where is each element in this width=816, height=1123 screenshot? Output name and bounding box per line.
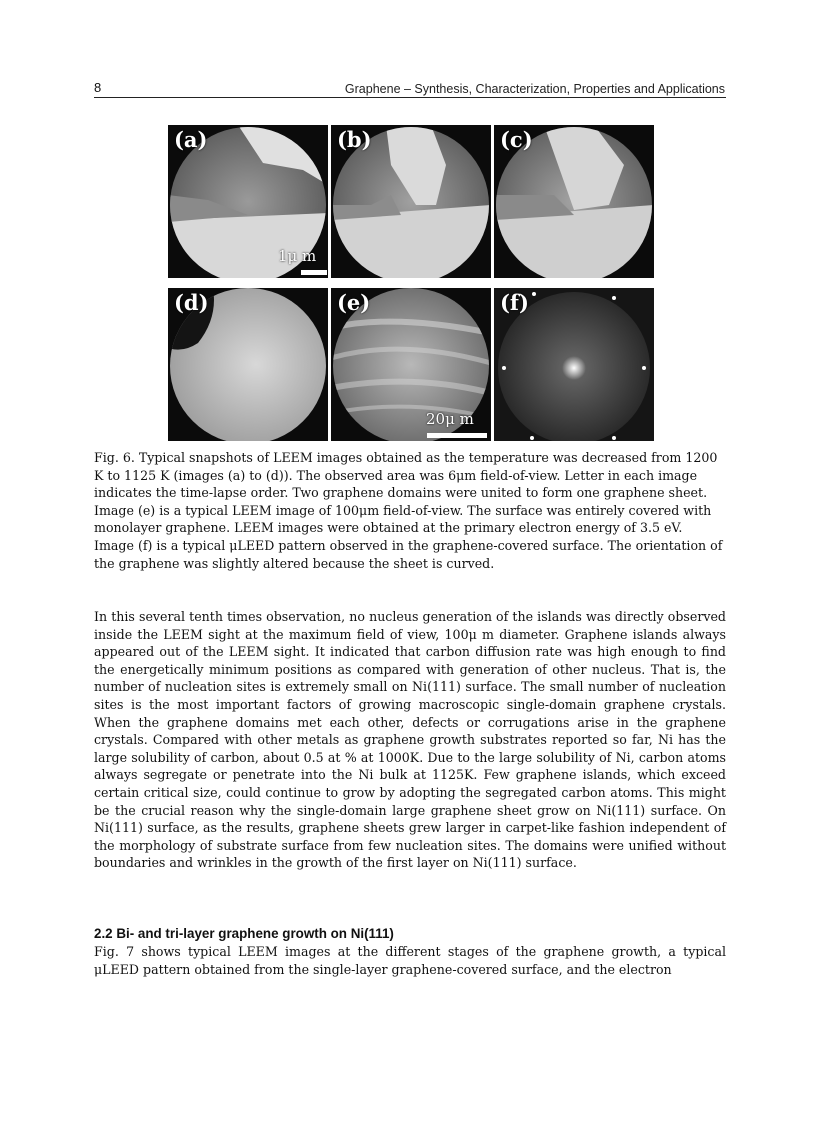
panel-label-c: (c) [500,127,533,152]
scale-label-small: 1μ m [278,247,317,265]
leem-image-b [331,125,491,278]
scale-bar-small [301,270,327,275]
panel-label-f: (f) [500,290,529,315]
leem-image-a [168,125,328,278]
leem-image-e [331,288,491,441]
panel-label-e: (e) [337,290,371,315]
header-rule [94,97,726,98]
page-number: 8 [94,80,102,95]
panel-label-d: (d) [174,290,209,315]
leem-image-c [494,125,654,278]
figure-6 [168,125,654,441]
leem-image-d [168,288,328,441]
running-title: Graphene – Synthesis, Characterization, Properties and Applications [344,82,725,96]
section-paragraph: Fig. 7 shows typical LEEM images at the different stages of the graphene growth, a typical μLEED pattern obtained from the single-layer graphene-covered surface, and the electron [94,944,726,977]
panel-label-a: (a) [174,127,208,152]
body-paragraph: In this several tenth times observation, no nucleus generation of the islands was directly observed inside the LEEM sight at the maximum field of view, 100μ m diameter. Graphene islands always appeared out of the LEEM sight. It indicated that carbon diffusion rate was high enough to find the energetically minimum positions as compared with generation of other nucleus. That is, the number of nucleation sites is extremely small on Ni(111) surface. The small number of nucleation sites is the most important factors of growing macroscopic single-domain graphene crystals. When the graphene domains met each other, defects or corrugations arise in the graphene crystals. Compared with other metals as graphene growth substrates reported so far, Ni has the large solubility of carbon, about 0.5 at % at 1000K. Due to the large solubility of Ni, carbon atoms always segregate or penetrate into the Ni bulk at 1125K. Few graphene islands, which exceed certain critical size, could continue to grow by adopting the segregated carbon atoms. This might be the crucial reason why the single-domain large graphene sheet grow on Ni(111) surface. On Ni(111) surface, as the results, graphene sheets grew larger in carpet-like fashion independent of the morphology of substrate surface from few nucleation sites. The domains were unified without boundaries and wrinkles in the growth of the first layer on Ni(111) surface. [94,609,726,871]
panel-label-b: (b) [337,127,372,152]
figure-caption: Fig. 6. Typical snapshots of LEEM images obtained as the temperature was decreased from 1200 K to 1125 K (images (a) to (d)). The observed area was 6μm field-of-view. Letter in each image indicates the time-lapse order. Two graphene domains were united to form one graphene sheet. Image (e) is a typical LEEM image of 100μm field-of-view. The surface was entirely covered with monolayer graphene. LEEM images were obtained at the primary electron energy of 3.5 eV. Image (f) is a typical μLEED pattern observed in the graphene-covered surface. The orientation of the graphene was slightly altered because the sheet is curved. [94,450,723,571]
scale-label-large: 20μ m [426,410,474,428]
scale-bar-large [427,433,487,438]
section-heading: 2.2 Bi- and tri-layer graphene growth on Ni(111) [94,926,394,941]
leed-pattern-f [494,288,654,441]
